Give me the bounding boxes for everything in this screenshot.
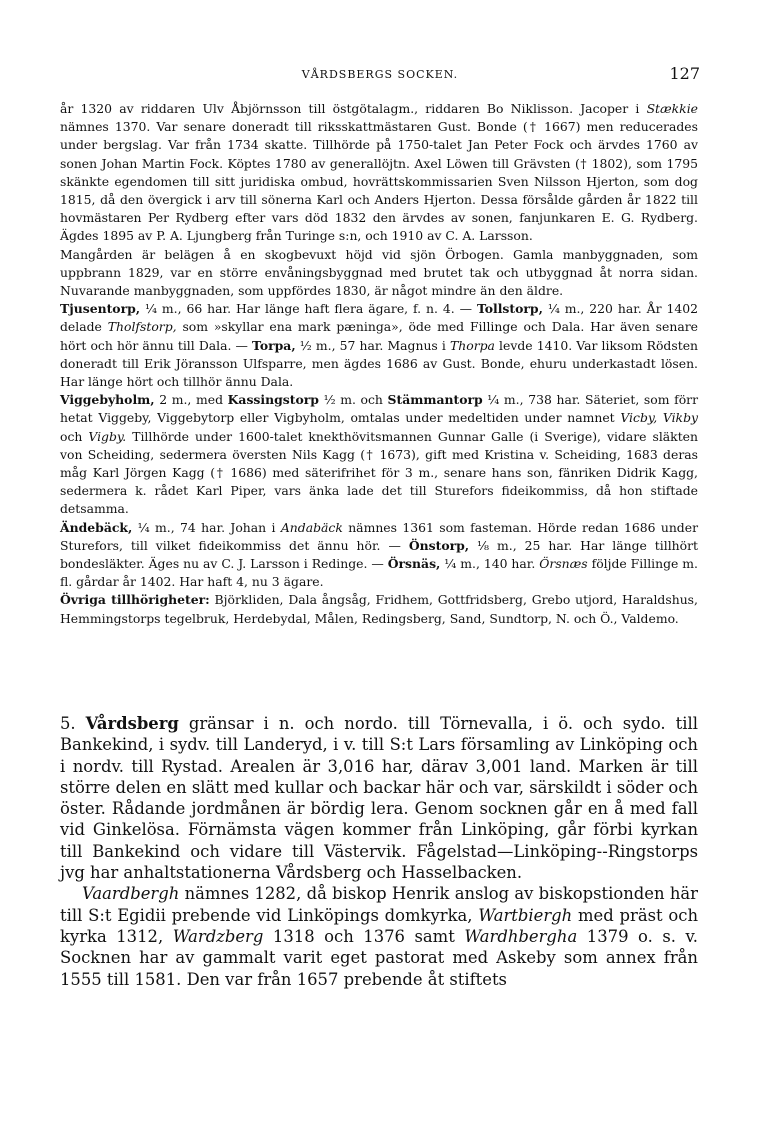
italic-term: Wartbiergh xyxy=(478,905,573,925)
running-head: VÅRDSBERGS SOCKEN. xyxy=(301,68,459,81)
paragraph-manor-house xyxy=(60,246,698,301)
page-header xyxy=(60,64,700,86)
bold-term: Tollstorp, xyxy=(476,301,543,317)
text-run: ½ m. och xyxy=(318,392,388,408)
main-text-section xyxy=(60,713,698,990)
text-run: 1379 o. s. v. Socknen har av gammalt varit eget pastorat med Askeby som annex från 1555 till 1581. Den var från 1657 prebende åt stiftets xyxy=(60,926,698,989)
text-run: ¼ m., 66 har. Har länge haft flera ägare, f. n. 4. — xyxy=(140,301,477,317)
bold-term: Kassingstorp xyxy=(227,392,319,408)
paragraph-tjusentorp xyxy=(60,300,698,391)
text-run: Mangården är belägen å en skogbevuxt höjd vid sjön Örbogen. Gamla manbyggnaden, som uppbrann 1829, var en större envåningsbyggnad med brutet tak och utbyggnad åt norra sidan. Nuvarande manbyggnaden, som uppfördes 1830, är något mindre än den äldre. xyxy=(60,246,698,299)
italic-term: Vigby. xyxy=(88,428,127,444)
italic-term: Thorpa xyxy=(449,337,495,353)
text-run: nämnes 1370. Var senare doneradt till riksskattmästaren Gust. Bonde († 1667) men reducerades under bergslag. Var från 1734 skatte. Tillhörde på 1750-talet Jan Peter Fock och ärvdes 1760 av sonen Johan Martin Fock. Köptes 1780 av generallöjtn. Axel Löwen till Grävsten († 1802), som 1795 skänkte egendomen till sitt juridiska ombud, hovrättskommissarien Sven Nilsson Hjerton, som dog 1815, då den övergick i arv till sönerna Karl och Anders Hjerton. Dessa försålde gården år 1822 till hovmästaren Per Rydberg efter vars död 1832 den ärvdes av sonen, fanjunkaren E. G. Rydberg. Ägdes 1895 av P. A. Ljungberg från Turinge s:n, och 1910 av C. A. Larsson. xyxy=(60,119,698,244)
paragraph-other-holdings xyxy=(60,591,698,627)
bold-term: Vårdsberg xyxy=(85,714,179,733)
text-run: ⅛ m., 25 har. Har länge tillhört bondesläkter. Äges nu av C. J. Larsson i Redinge. — xyxy=(60,537,698,572)
italic-term: Wardzberg xyxy=(172,926,264,946)
paragraph-vardsberg-history xyxy=(60,883,698,989)
text-run: 5. xyxy=(60,714,86,733)
text-run: år 1320 av riddaren Ulv Åbjörnsson till östgötalagm., riddaren Bo Niklisson. Jacoper i xyxy=(60,101,647,116)
text-run: ½ m., 57 har. Magnus i xyxy=(295,337,450,353)
text-run: Björkliden, Dala ångsåg, Fridhem, Gottfridsberg, Grebo utjord, Haraldshus, Hemmingstorps tegelbruk, Herdebydal, Målen, Redingsberg, Sand, Sundtorp, N. och Ö., Valdemo. xyxy=(60,592,698,626)
italic-term: Örsnæs xyxy=(539,556,588,572)
text-run: och xyxy=(60,428,89,444)
italic-term: Vaardbergh xyxy=(82,884,180,904)
text-run: 2 m., med xyxy=(154,392,228,408)
paragraph-andeback xyxy=(60,519,698,592)
text-run: som »skyllar ena mark pæninga», öde med Fillinge och Dala. Har även senare hört och hör ännu till Dala. — xyxy=(60,319,698,353)
text-run: nämnes 1361 som fasteman. Hörde redan 1686 under Sturefors, till vilket fideikommiss det ännu hör. — xyxy=(60,519,698,553)
paragraph-viggebyholm xyxy=(60,391,698,518)
page-number: 127 xyxy=(669,64,700,83)
italic-term: Vicby, Vikby xyxy=(620,410,698,426)
text-run: ¼ m., 74 har. Johan i xyxy=(132,519,281,535)
text-run: nämnes 1282, då biskop Henrik anslog av biskopstionden här till S:t Egidii prebende vid Linköpings domkyrka, xyxy=(60,884,698,925)
text-run: Tillhörde under 1600-talet knekthövitsmannen Gunnar Galle (i Sverige), vidare släkten von Scheiding, sedermera översten Nils Kagg († 1673), gift med Kristina v. Scheiding, 1683 deras måg Karl Jörgen Kagg († 1686) med säterifrihet för 3 m., senare hans son, fänriken Didrik Kagg, sedermera k. rådet Karl Piper, vars änka lade det till Sturefors fideikommiss, då hon stiftade detsamma. xyxy=(60,428,698,517)
bold-term: Tjusentorp, xyxy=(60,301,141,317)
bold-term: Viggebyholm, xyxy=(60,392,155,408)
text-run: ¼ m., 738 har. Säteriet, som förr hetat Viggeby, Viggebytorp eller Vigbyholm, omtalas under medeltiden under namnet xyxy=(60,392,698,426)
italic-term: Wardhbergha xyxy=(464,926,578,946)
italic-term: Tholfstorp, xyxy=(107,319,177,335)
text-run: ¼ m., 140 har. xyxy=(440,556,540,572)
bold-term: Ändebäck, xyxy=(60,519,133,535)
text-run: gränsar i n. och nordo. till Törnevalla, i ö. och sydo. till Bankekind, i sydv. till Landeryd, i v. till S:t Lars församling av Linköping och i nordv. till Rystad. Arealen är 3,016 har, därav 3,001 land. Marken är till större delen en slätt med kullar och backar här och var, särskildt i söder och öster. Rådande jordmånen är bördig lera. Genom socknen går en å med fall vid Ginkelösa. Förnämsta vägen kommer från Linköping, går förbi kyrkan till Bankekind och vidare till Västervik. Fågelstad—Linköping--Ringstorps jvg har anhaltstationerna Vårdsberg och Hasselbacken. xyxy=(60,714,698,883)
text-run: levde 1410. Var liksom Rödsten doneradt till Erik Jöransson Ulfsparre, men ägdes 1686 av Gust. Bonde, ehuru underkastadt lösen. Har länge hört och tillhör ännu Dala. xyxy=(60,337,699,390)
bold-term: Önstorp, xyxy=(408,537,470,553)
text-run: ¼ m., 220 har. År 1402 delade xyxy=(60,301,698,335)
text-run: 1318 och 1376 samt xyxy=(263,926,465,946)
bold-term: Övriga tillhörigheter: xyxy=(60,592,210,608)
text-run: med präst och kyrka 1312, xyxy=(60,905,698,946)
bold-term: Örsnäs, xyxy=(387,556,441,572)
paragraph-history xyxy=(60,100,698,246)
italic-term: Stækkie xyxy=(646,101,698,116)
italic-term: Andabäck xyxy=(280,519,343,535)
bold-term: Stämmantorp xyxy=(387,392,483,408)
paragraph-vardsberg-borders xyxy=(60,713,698,883)
text-run: följde Fillinge m. fl. gårdar år 1402. Har haft 4, nu 3 ägare. xyxy=(60,556,698,590)
bold-term: Torpa, xyxy=(252,337,296,353)
small-print-section xyxy=(60,100,698,628)
